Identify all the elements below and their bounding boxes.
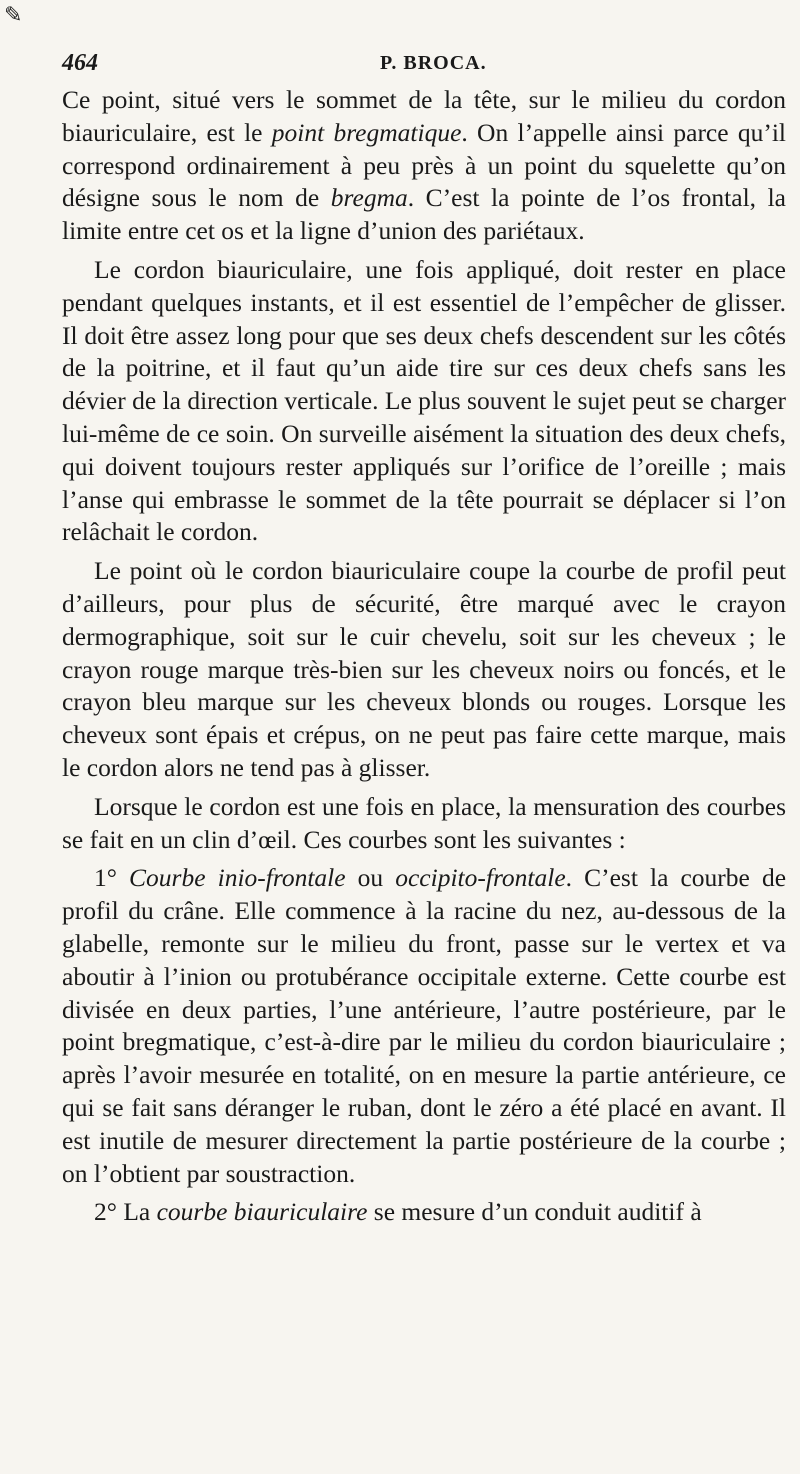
corner-ink-mark: ✎ [4,2,23,27]
paragraph [62,1196,786,1229]
text-run: Le cordon biauriculaire, une fois appliqué, doit rester en place pendant quelques instants, et il est essentiel de l’empêcher de glisser. Il doit être assez long pour que ses deux chefs descendent sur les côtés de la poitrine, et il faut qu’un aide tire sur ces deux chefs sans les dévier de la direction verticale. Le plus souvent le sujet peut se charger lui-même de ce soin. On surveille aisément la situation des deux chefs, qui doivent toujours rester appliqués sur l’orifice de l’oreille ; mais l’anse qui embrasse le sommet de la tête pourrait se déplacer si l’on relâchait le cordon. [62,254,786,547]
italic-term: bregma [330,183,408,213]
italic-term: occipito-frontale [395,863,566,893]
paragraph [62,862,786,1190]
text-run: ou [345,863,396,893]
italic-term: point bregmatique [271,117,462,147]
running-header [62,50,782,78]
italic-term: courbe biauriculaire [156,1197,368,1227]
paragraph [62,791,786,857]
paragraph [62,555,786,785]
paragraph [62,254,786,549]
header-author: P. BROCA. [380,52,487,74]
text-run: Le point où le cordon biauriculaire coupe la courbe de profil peut d’ailleurs, pour plus de sécurité, être marqué avec le crayon dermographique, soit sur le cuir chevelu, soit sur les cheveux ; le crayon rouge marque très-bien sur les cheveux noirs ou foncés, et le crayon bleu marque sur les cheveux blonds ou rouges. Lorsque les cheveux sont épais et crépus, on ne peut pas faire cette marque, mais le cordon alors ne tend pas à glisser. [62,556,786,782]
text-run: 1° [94,863,130,893]
text-run: Ce point, situé vers le sommet de la tête, sur le milieu du cordon biauriculaire, est le [62,85,786,147]
page-number: 464 [62,50,98,76]
text-run: . On l’appelle ainsi parce qu’il correspond ordinairement à peu près à un point du squelette qu’on désigne sous le nom de [62,117,787,213]
text-run: . C’est la pointe de l’os frontal, la limite entre cet os et la ligne d’union des pariétaux. [62,183,786,246]
text-run: Lorsque le cordon est une fois en place, la mensuration des courbes se fait en un clin d’œil. Ces courbes sont les suivantes : [62,791,786,854]
italic-term: Courbe inio-frontale [129,863,346,893]
body-text [62,84,786,1229]
text-run: . C’est la courbe de profil du crâne. Elle commence à la racine du nez, au-dessous de la glabelle, remonte sur le milieu du front, passe sur le vertex et va aboutir à l’inion ou protubérance occipitale externe. Cette courbe est divisée en deux parties, l’une antérieure, l’autre postérieure, par le point bregmatique, c’est-à-dire par le milieu du cordon biauriculaire ; après l’avoir mesurée en totalité, on en mesure la partie antérieure, ce qui se fait sans déranger le ruban, dont le zéro a été placé en avant. Il est inutile de mesurer directement la partie postérieure de la courbe ; on l’obtient par soustraction. [62,863,787,1188]
text-run: se mesure d’un conduit auditif à [367,1197,702,1227]
text-run: 2° La [94,1197,157,1227]
paragraph [62,84,786,248]
